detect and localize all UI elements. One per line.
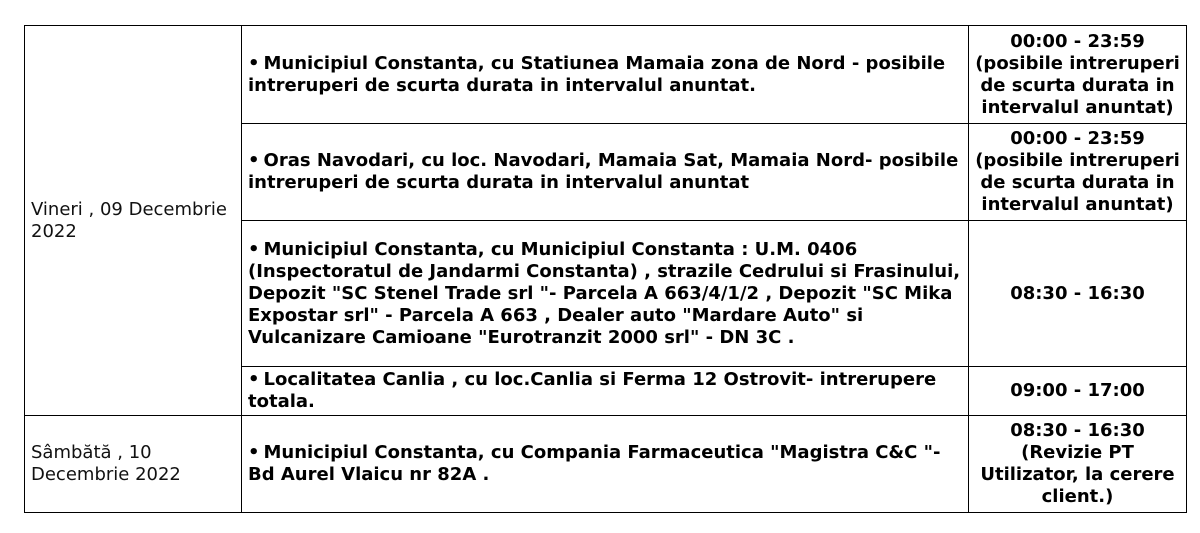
schedule-container	[24, 25, 1187, 513]
time-interval	[969, 124, 1187, 221]
area-text: Localitatea Canlia , cu loc.Canlia si Ferma 12 Ostrovit- intrerupere totala.	[248, 369, 937, 412]
time-interval	[969, 367, 1187, 416]
time-text: 08:30 - 16:30 (Revizie PT Utilizator, la cerere client.)	[980, 420, 1175, 507]
area-description	[242, 124, 969, 221]
bullet-marker: •	[248, 52, 260, 74]
area-text: Municipiul Constanta, cu Municipiul Constanta : U.M. 0406 (Inspectoratul de Jandarmi Constanta) , strazile Cedrului si Frasinului, Depozit "SC Stenel Trade srl "- Parcela A 663/4/1/2 , Depozit "SC Mika Expostar srl" - Parcela A 663 , Dealer auto "Mardare Auto" si Vulcanizare Camioane "Eurotranzit 2000 srl" - DN 3C .	[248, 238, 961, 348]
table-row	[25, 26, 1187, 124]
outage-schedule-table	[24, 25, 1187, 513]
area-description	[242, 416, 969, 513]
day-label: Sâmbătă , 10 Decembrie 2022	[31, 442, 181, 485]
time-text: 08:30 - 16:30	[1010, 282, 1145, 304]
time-interval	[969, 416, 1187, 513]
time-text: 00:00 - 23:59 (posibile intreruperi de scurta durata in intervalul anuntat)	[975, 128, 1180, 215]
area-description	[242, 221, 969, 367]
area-text: Municipiul Constanta, cu Statiunea Mamaia zona de Nord - posibile intreruperi de scurta durata in intervalul anuntat.	[248, 52, 946, 96]
time-text: 09:00 - 17:00	[1010, 380, 1145, 401]
bullet-marker: •	[248, 369, 260, 390]
area-text: Municipiul Constanta, cu Compania Farmaceutica "Magistra C&C "- Bd Aurel Vlaicu nr 82A .	[248, 442, 941, 485]
area-description	[242, 26, 969, 124]
area-description	[242, 367, 969, 416]
time-interval	[969, 26, 1187, 124]
bullet-marker: •	[248, 150, 260, 171]
day-label: Vineri , 09 Decembrie 2022	[31, 198, 227, 242]
day-cell-friday	[25, 26, 242, 416]
table-row	[25, 416, 1187, 513]
bullet-marker: •	[248, 238, 260, 260]
day-cell-saturday	[25, 416, 242, 513]
time-text: 00:00 - 23:59 (posibile intreruperi de scurta durata in intervalul anuntat)	[975, 30, 1180, 118]
area-text: Oras Navodari, cu loc. Navodari, Mamaia Sat, Mamaia Nord- posibile intreruperi de scurta durata in intervalul anuntat	[248, 150, 959, 193]
time-interval	[969, 221, 1187, 367]
bullet-marker: •	[248, 442, 260, 463]
